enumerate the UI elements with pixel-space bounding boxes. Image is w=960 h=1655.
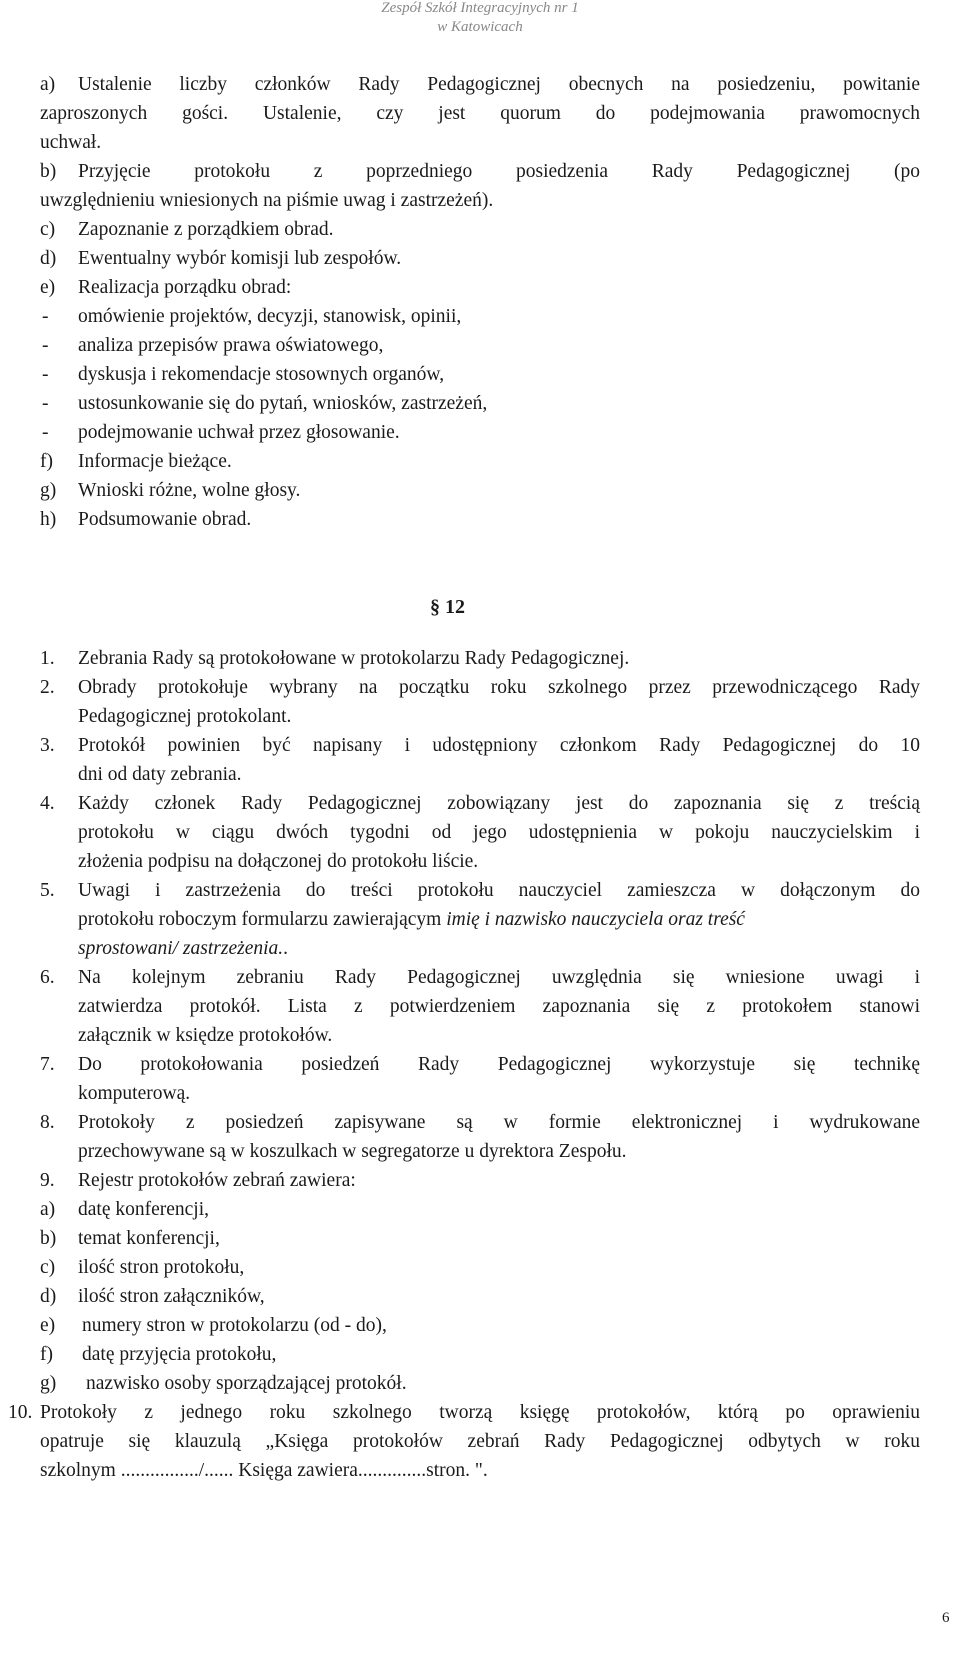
item-number: 5. <box>40 880 55 901</box>
register-sub-marker: b) <box>40 1228 57 1249</box>
item-5-line3-italic: sprostowani/ zastrzeżenia. <box>78 938 284 959</box>
item-number: 3. <box>40 735 55 756</box>
agenda-e-bullet: ustosunkowanie się do pytań, wniosków, zastrzeżeń, <box>78 393 488 414</box>
item-10-line2: opatruje się klauzulą „Księga protokołów zebrań Rady Pedagogicznej odbytych w roku <box>40 1431 920 1452</box>
bullet-dash: - <box>42 335 49 356</box>
register-sub-item: ilość stron protokołu, <box>78 1257 245 1278</box>
agenda-marker-f: f) <box>40 451 53 472</box>
item-9-line1: Rejestr protokołów zebrań zawiera: <box>78 1170 356 1191</box>
item-4-line3: złożenia podpisu na dołączonej do protokołu liście. <box>78 851 479 872</box>
item-5-line3-dot: . <box>283 938 289 959</box>
agenda-e-text: Realizacja porządku obrad: <box>78 277 292 298</box>
item-3-line1: Protokół powinien być napisany i udostępniony członkom Rady Pedagogicznej do 10 <box>78 735 920 756</box>
item-4-line2: protokołu w ciągu dwóch tygodni od jego udostępnienia w pokoju nauczycielskim i <box>78 822 920 843</box>
item-5-line1: Uwagi i zastrzeżenia do treści protokołu nauczyciel zamieszcza w dołączonym do <box>78 880 920 901</box>
register-sub-item: ilość stron załączników, <box>78 1286 265 1307</box>
agenda-e-bullet: omówienie projektów, decyzji, stanowisk, opinii, <box>78 306 462 327</box>
header-school-name: Zespół Szkół Integracyjnych nr 1 <box>381 0 579 16</box>
item-3-line2: dni od daty zebrania. <box>78 764 242 785</box>
agenda-marker-b: b) <box>40 161 57 182</box>
register-sub-item: datę konferencji, <box>78 1199 210 1220</box>
item-number: 10. <box>8 1402 33 1423</box>
item-number: 4. <box>40 793 55 814</box>
section-heading <box>430 596 465 619</box>
agenda-marker-h: h) <box>40 509 57 530</box>
agenda-a-line2: zaproszonych gości. Ustalenie, czy jest quorum do podejmowania prawomocnych <box>40 103 920 124</box>
bullet-dash: - <box>42 306 49 327</box>
agenda-e-bullet: dyskusja i rekomendacje stosownych organów, <box>78 364 445 385</box>
register-sub-item: datę przyjęcia protokołu, <box>82 1344 277 1365</box>
agenda-f-text: Informacje bieżące. <box>78 451 232 472</box>
item-number: 2. <box>40 677 55 698</box>
item-7-line1: Do protokołowania posiedzeń Rady Pedagogicznej wykorzystuje się technikę <box>78 1054 920 1075</box>
item-number: 7. <box>40 1054 55 1075</box>
register-sub-item: numery stron w protokolarzu (od - do), <box>82 1315 387 1336</box>
agenda-g-text: Wnioski różne, wolne głosy. <box>78 480 301 501</box>
item-6-line2: zatwierdza protokół. Lista z potwierdzeniem zapoznania się z protokołem stanowi <box>78 996 920 1017</box>
register-sub-marker: a) <box>40 1199 56 1220</box>
section-number: 12 <box>445 596 465 618</box>
item-10-line1: Protokoły z jednego roku szkolnego tworzą księgę protokołów, którą po oprawieniu <box>40 1402 920 1423</box>
bullet-dash: - <box>42 393 49 414</box>
item-number: 9. <box>40 1170 55 1191</box>
agenda-e-bullet: analiza przepisów prawa oświatowego, <box>78 335 384 356</box>
register-sub-marker: e) <box>40 1315 56 1336</box>
agenda-marker-a: a) <box>40 74 56 95</box>
item-7-line2: komputerową. <box>78 1083 191 1104</box>
agenda-c-text: Zapoznanie z porządkiem obrad. <box>78 219 334 240</box>
agenda-a-line1: Ustalenie liczby członków Rady Pedagogicznej obecnych na posiedzeniu, powitanie <box>78 74 920 95</box>
item-5-line2-italic: imię i nazwisko nauczyciela oraz treść <box>446 909 745 930</box>
item-5-line2 <box>78 909 745 931</box>
agenda-b-line2: uwzględnieniu wniesionych na piśmie uwag i zastrzeżeń). <box>40 190 494 211</box>
register-sub-marker: c) <box>40 1257 56 1278</box>
agenda-e-bullet: podejmowanie uchwał przez głosowanie. <box>78 422 400 443</box>
agenda-marker-d: d) <box>40 248 57 269</box>
item-8-line2: przechowywane są w koszulkach w segregatorze u dyrektora Zespołu. <box>78 1141 627 1162</box>
header-city: w Katowicach <box>437 19 523 35</box>
register-sub-marker: f) <box>40 1344 53 1365</box>
item-2-line1: Obrady protokołuje wybrany na początku roku szkolnego przez przewodniczącego Rady <box>78 677 920 698</box>
item-6-line3: załącznik w księdze protokołów. <box>78 1025 333 1046</box>
agenda-h-text: Podsumowanie obrad. <box>78 509 252 530</box>
bullet-dash: - <box>42 364 49 385</box>
agenda-marker-e: e) <box>40 277 56 298</box>
register-sub-marker: g) <box>40 1373 57 1394</box>
item-5-line3 <box>78 938 288 960</box>
item-1-line1: Zebrania Rady są protokołowane w protokolarzu Rady Pedagogicznej. <box>78 648 630 669</box>
item-number: 8. <box>40 1112 55 1133</box>
section-symbol: § <box>430 596 440 618</box>
item-2-line2: Pedagogicznej protokolant. <box>78 706 292 727</box>
item-6-line1: Na kolejnym zebraniu Rady Pedagogicznej uwzględnia się wniesione uwagi i <box>78 967 920 988</box>
item-number: 1. <box>40 648 55 669</box>
agenda-marker-g: g) <box>40 480 57 501</box>
register-sub-item: nazwisko osoby sporządzającej protokół. <box>86 1373 407 1394</box>
register-sub-marker: d) <box>40 1286 57 1307</box>
item-4-line1: Każdy członek Rady Pedagogicznej zobowiązany jest do zapoznania się z treścią <box>78 793 920 814</box>
item-8-line1: Protokoły z posiedzeń zapisywane są w formie elektronicznej i wydrukowane <box>78 1112 920 1133</box>
register-sub-item: temat konferencji, <box>78 1228 220 1249</box>
item-5-line2-text: protokołu roboczym formularzu zawierającym <box>78 909 447 930</box>
bullet-dash: - <box>42 422 49 443</box>
agenda-a-line3: uchwał. <box>40 132 102 153</box>
agenda-d-text: Ewentualny wybór komisji lub zespołów. <box>78 248 402 269</box>
agenda-marker-c: c) <box>40 219 56 240</box>
item-number: 6. <box>40 967 55 988</box>
item-10-line3: szkolnym ................/...... Księga zawiera..............stron. ". <box>40 1460 488 1481</box>
agenda-b-line1: Przyjęcie protokołu z poprzedniego posiedzenia Rady Pedagogicznej (po <box>78 161 920 182</box>
page-number: 6 <box>942 1610 950 1626</box>
